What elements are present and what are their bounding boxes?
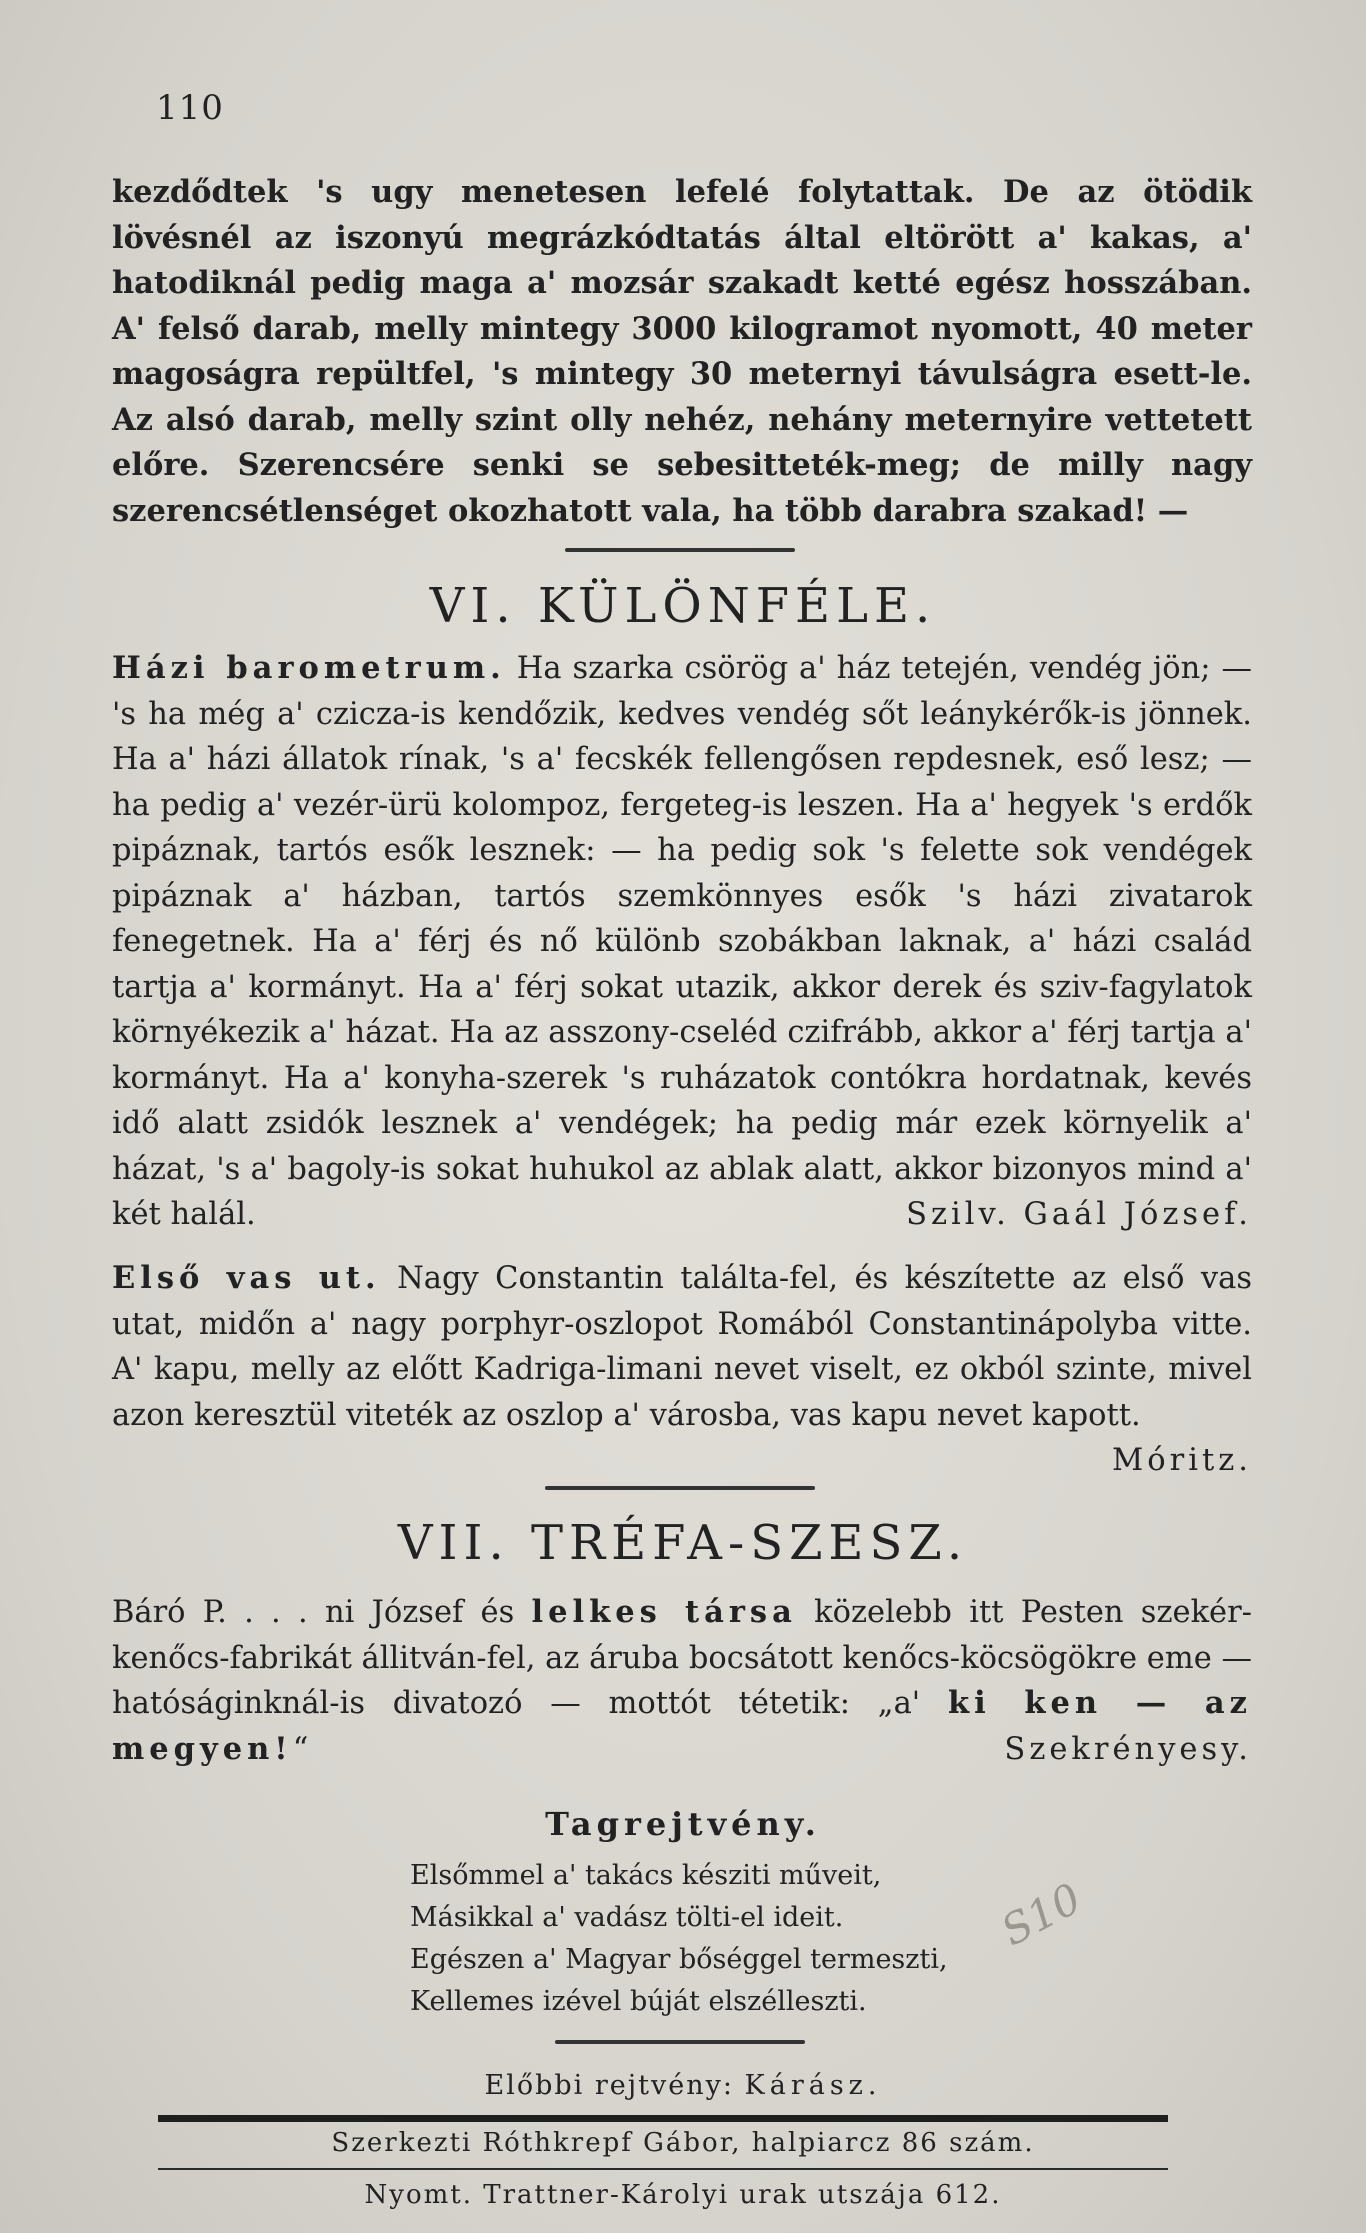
railway-paragraph xyxy=(112,1256,1252,1478)
railway-signature: Móritz. xyxy=(1112,1443,1252,1478)
barometer-signature: Szilv. Gaál József. xyxy=(906,1197,1252,1232)
editor-line: Szerkezti Róthkrepf Gábor, halpiarcz 86 szám. xyxy=(331,2128,1035,2158)
joke-quote-close: “ xyxy=(292,1731,309,1767)
joke-text-c: közelebb itt Pesten szekér-kenőcs-fabrikát állitván-fel, az áruba bocsátott kenőcs-köcsögökre eme — hatóságinknál-is divatozó — mottót tétetik: „a' xyxy=(112,1595,1252,1721)
imprint-rule-middle xyxy=(158,2168,1168,2170)
railway-text: Nagy Constantin találta-fel, és készítette az első vas utat, midőn a' nagy porphyr-oszlopot Romából Constantinápolyba vitte. A' kapu, melly az előtt Kadriga-limani nevet viselt, ez okból szinte, mivel azon keresztül viteték az oszlop a' városba, vas kapu nevet kapott. xyxy=(112,1261,1252,1433)
joke-spaced-phrase: lelkes társa xyxy=(531,1594,797,1630)
printer-line: Nyomt. Trattner-Károlyi urak utszája 612. xyxy=(364,2180,1002,2210)
railway-article xyxy=(112,1256,1252,1484)
riddle-line: Másikkal a' vadász tölti-el ideit. xyxy=(410,1902,844,1933)
divider-riddle xyxy=(555,2040,805,2044)
divider-medium xyxy=(545,1486,815,1490)
joke-paragraph xyxy=(112,1590,1252,1772)
riddle-line: Elsőmmel a' takács késziti műveit, xyxy=(410,1860,882,1891)
joke-article xyxy=(112,1590,1252,1772)
previous-riddle-solution: Kárász. xyxy=(744,2070,882,2101)
page-number: 110 xyxy=(156,88,224,128)
section-heading-6: VI. KÜLÖNFÉLE. xyxy=(429,578,937,634)
joke-signature: Szekrényesy. xyxy=(1004,1731,1252,1767)
previous-riddle-label: Előbbi rejtvény: xyxy=(484,2070,745,2101)
barometer-text: Ha szarka csörög a' ház tetején, vendég jön; — 's ha még a' czicza-is kendőzik, kedves vendég sőt leánykérők-is jönnek. Ha a' házi állatok rínak, 's a' fecskék fellengősen repdesnek, eső lesz; — ha pedig a' vezér-ürü kolompoz, fergeteg-is leszen. Ha a' hegyek 's erdők pipáznak, tartós esők lesznek: — ha pedig sok 's felette sok vendégek pipáznak a' házban, tartós szemkönnyes esők 's házi zivatarok fenegetnek. Ha a' férj és nő különb szobákban laknak, a' házi család tartja a' kormányt. Ha a' férj sokat utazik, akkor derek és sziv-fagylatok környékezik a' házat. Ha az asszony-cseléd czifrább, akkor a' férj tartja a' kormányt. Ha a' konyha-szerek 's ruházatok contókra hordatnak, kevés idő alatt zsidók lesznek a' vendégek; ha pedig már ezek környelik a' házat, 's a' bagoly-is sokat huhukol az ablak alatt, akkor bizonyos mind a' két halál. xyxy=(112,651,1252,1232)
imprint-rule-top xyxy=(158,2115,1168,2122)
riddle-title: Tagrejtvény. xyxy=(545,1805,821,1843)
opening-paragraph: kezdődtek 's ugy menetesen lefelé folytattak. De az ötödik lövésnél az iszonyú megrázkódtatás által eltörött a' kakas, a' hatodiknál pedig maga a' mozsár szakadt ketté egész hosszában. A' felső darab, melly mintegy 3000 kilogramot nyomott, 40 meter magoságra repültfel, 's mintegy 30 meternyi távulságra esett-le. Az alsó darab, melly szint olly nehéz, nehány meternyire vettetett előre. Szerencsére senki se sebesitteték-meg; de milly nagy szerencsétlenséget okozhatott vala, ha több darabra szakad! — xyxy=(112,174,1252,529)
railway-title: Első vas ut. xyxy=(112,1260,381,1296)
riddle-line: Egészen a' Magyar bőséggel termeszti, xyxy=(410,1944,948,1975)
barometer-paragraph xyxy=(112,646,1252,1238)
joke-motto: ki ken — az megyen! xyxy=(112,1685,1252,1767)
section-heading-7: VII. TRÉFA-SZESZ. xyxy=(397,1515,969,1571)
divider-short xyxy=(565,548,795,552)
riddle-line: Kellemes izével búját elszélleszti. xyxy=(410,1986,867,2017)
barometer-title: Házi barometrum. xyxy=(112,650,506,686)
previous-riddle-answer xyxy=(0,2070,1366,2101)
joke-text-a: Báró P. . . . ni József és xyxy=(112,1595,532,1630)
opening-paragraph-block xyxy=(112,170,1252,534)
pencil-annotation: S10 xyxy=(993,1873,1089,1956)
riddle-verse xyxy=(410,1855,948,2023)
barometer-article xyxy=(112,646,1252,1238)
